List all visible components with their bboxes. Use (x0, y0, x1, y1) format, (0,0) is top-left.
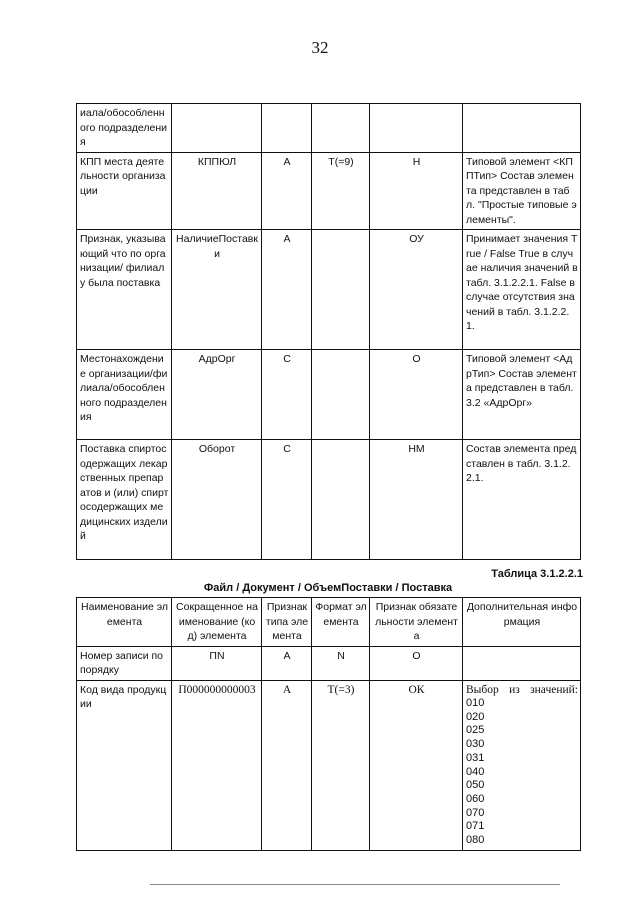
table-row (77, 350, 581, 440)
element-required-cell: О (370, 350, 463, 440)
element-name-cell: КПП места деятельности организации (77, 152, 172, 230)
element-code-cell: НаличиеПоставки (172, 230, 262, 350)
element-type-cell: А (262, 152, 312, 230)
element-code-cell: АдрОрг (172, 350, 262, 440)
element-info-cell (463, 680, 581, 850)
column-header: Признак обязательности элемента (370, 598, 463, 647)
element-format-cell (312, 104, 370, 153)
element-type-cell: А (262, 646, 312, 680)
code-value: 010 (466, 697, 485, 709)
element-required-cell: ОК (370, 680, 463, 850)
element-type-cell: С (262, 440, 312, 560)
element-format-cell: Т(=3) (312, 680, 370, 850)
element-code-cell (172, 104, 262, 153)
element-format-cell: Т(=9) (312, 152, 370, 230)
element-info-cell: Типовой элемент <АдрТип> Состав элемента представлен в табл. 3.2 «АдрОрг» (463, 350, 581, 440)
table-row (77, 440, 581, 560)
table-header-row (77, 598, 581, 647)
element-type-cell: С (262, 350, 312, 440)
code-value: 031 (466, 751, 485, 764)
table-number: Таблица 3.1.2.2.1 (491, 568, 583, 580)
values-note: Выбор из значений: (466, 683, 578, 696)
element-name-cell: Код вида продукции (77, 680, 172, 850)
code-value: 070 (466, 806, 485, 819)
element-name-cell: иала/обособленн ого подразделения (77, 104, 172, 153)
element-type-cell: А (262, 680, 312, 850)
table-row (77, 152, 581, 230)
element-code-cell: П000000000003 (172, 680, 262, 850)
code-value: 020 (466, 710, 485, 723)
column-header: Признак типа элемента (262, 598, 312, 647)
element-info-cell: Принимает значения True / False True в случае наличия значений в табл. 3.1.2.2.1. False в случае отсутствия значений в табл. 3.1.2.2.1. (463, 230, 581, 350)
element-required-cell (370, 104, 463, 153)
code-value: 050 (466, 779, 485, 792)
element-code-cell: ПN (172, 646, 262, 680)
code-value: 080 (466, 834, 485, 847)
table-caption: Файл / Документ / ОбъемПоставки / Поставка (203, 582, 453, 594)
element-info-cell (463, 104, 581, 153)
element-name-cell: Поставка спиртосодержащих лекарственных препаратов и (или) спиртосодержащих медицинских изделий (77, 440, 172, 560)
element-required-cell: ОУ (370, 230, 463, 350)
code-value: 025 (466, 724, 485, 737)
page-number: 32 (311, 38, 329, 57)
elements-table-continued (76, 103, 581, 560)
element-required-cell: НМ (370, 440, 463, 560)
element-format-cell (312, 350, 370, 440)
element-info-cell (463, 646, 581, 680)
element-name-cell: Признак, указывающий что по организации/ филиалу была поставка (77, 230, 172, 350)
element-name-cell: Местонахождение организации/филиала/обособленного подразделения (77, 350, 172, 440)
element-format-cell (312, 230, 370, 350)
column-header: Дополнительная информация (463, 598, 581, 647)
element-name-cell: Номер записи по порядку (77, 646, 172, 680)
element-format-cell: N (312, 646, 370, 680)
code-value: 060 (466, 792, 485, 805)
table-row (77, 230, 581, 350)
code-values-list (466, 697, 578, 848)
element-type-cell: А (262, 230, 312, 350)
code-value: 030 (466, 738, 485, 751)
element-format-cell (312, 440, 370, 560)
element-required-cell: Н (370, 152, 463, 230)
element-code-cell: КППЮЛ (172, 152, 262, 230)
element-info-cell: Состав элемента представлен в табл. 3.1.2.2.1. (463, 440, 581, 560)
table-row (77, 104, 581, 153)
element-required-cell: О (370, 646, 463, 680)
page-bottom-rule (150, 884, 560, 885)
code-value: 040 (466, 765, 485, 778)
table-row (77, 680, 581, 850)
column-header: Формат элемента (312, 598, 370, 647)
element-type-cell (262, 104, 312, 153)
element-code-cell: Оборот (172, 440, 262, 560)
supply-elements-table (76, 597, 581, 851)
column-header: Сокращенное наименование (код) элемента (172, 598, 262, 647)
code-value: 071 (466, 820, 485, 833)
column-header: Наименование элемента (77, 598, 172, 647)
element-info-cell: Типовой элемент <КППТип> Состав элемента представлен в табл. "Простые типовые элементы". (463, 152, 581, 230)
table-row (77, 646, 581, 680)
